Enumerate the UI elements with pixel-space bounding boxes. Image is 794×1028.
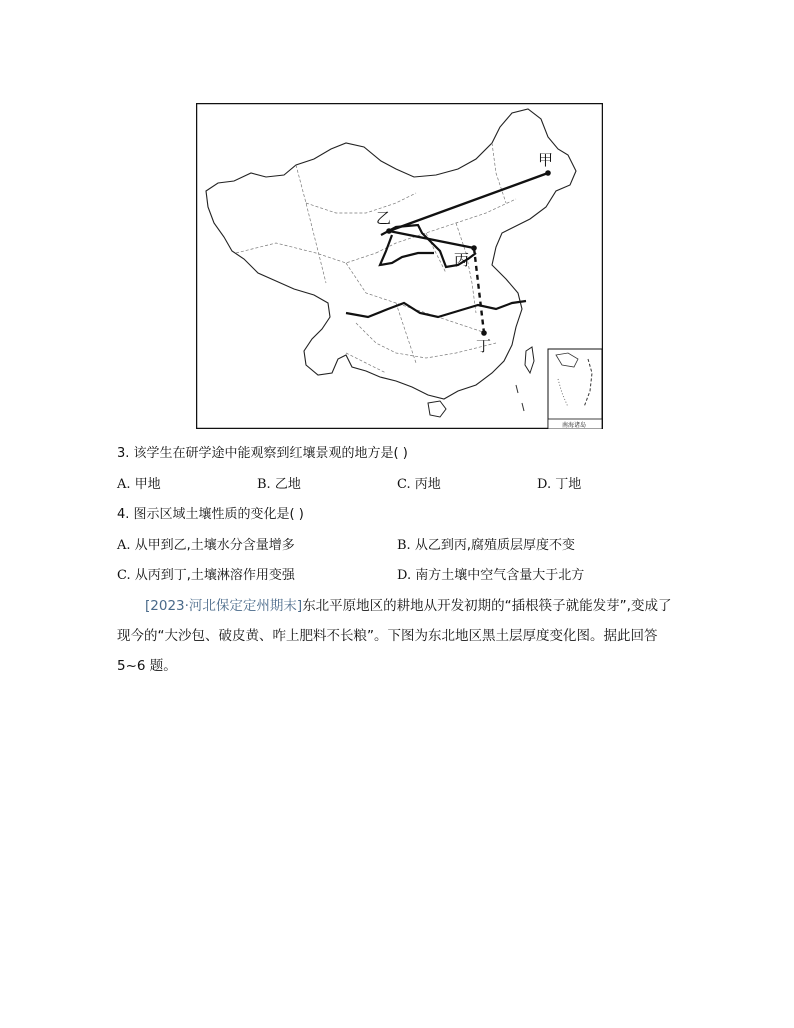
option-text: 从乙到丙,腐殖质层厚度不变 [414, 538, 575, 553]
option-letter: D. [397, 568, 412, 583]
option-letter: D. [537, 477, 552, 492]
q4-option-a [117, 537, 295, 555]
passage-source: [2023·河北保定定州期末] [145, 598, 303, 614]
label-ding: 丁 [476, 337, 492, 355]
passage-text: 东北平原地区的耕地从开发初期的“插根筷子就能发芽”,变成了现今的“大沙包、破皮黄、咋上肥料不长粮”。下图为东北地区黑土层厚度变化图。据此回答 5~6 题。 [117, 598, 672, 674]
point-ding [481, 330, 487, 336]
option-letter: C. [397, 477, 411, 492]
option-text: 乙地 [274, 477, 301, 492]
option-letter: C. [117, 568, 131, 583]
label-jia: 甲 [538, 151, 554, 169]
q3-option-a [117, 476, 161, 494]
option-text: 从甲到乙,土壤水分含量增多 [134, 538, 295, 553]
question-3-stem: 3. 该学生在研学途中能观察到红壤景观的地方是( ) [117, 446, 408, 461]
label-bing: 丙 [454, 251, 470, 269]
china-map [196, 103, 603, 429]
q3-option-c [397, 476, 441, 494]
option-letter: A. [117, 538, 131, 553]
option-letter: A. [117, 477, 131, 492]
q3-option-d [537, 476, 581, 494]
q4-option-b [397, 537, 575, 555]
option-text: 甲地 [134, 477, 161, 492]
question-4-stem: 4. 图示区域土壤性质的变化是( ) [117, 507, 304, 522]
option-letter: B. [397, 538, 411, 553]
inset-caption: 南海诸岛 [562, 422, 587, 429]
option-text: 从丙到丁,土壤淋溶作用变强 [134, 568, 295, 583]
label-yi: 乙 [376, 209, 392, 227]
q4-option-c [117, 567, 295, 585]
option-text: 丁地 [555, 477, 582, 492]
option-text: 南方土壤中空气含量大于北方 [415, 568, 585, 583]
china-map-figure [196, 103, 603, 429]
option-letter: B. [257, 477, 271, 492]
point-jia [545, 170, 551, 176]
q4-option-d [397, 567, 584, 585]
south-china-sea-inset [548, 349, 602, 429]
point-bing [471, 245, 477, 251]
point-yi [386, 228, 392, 234]
q3-option-b [257, 476, 301, 494]
passage-5-6 [117, 591, 680, 681]
option-text: 丙地 [414, 477, 441, 492]
